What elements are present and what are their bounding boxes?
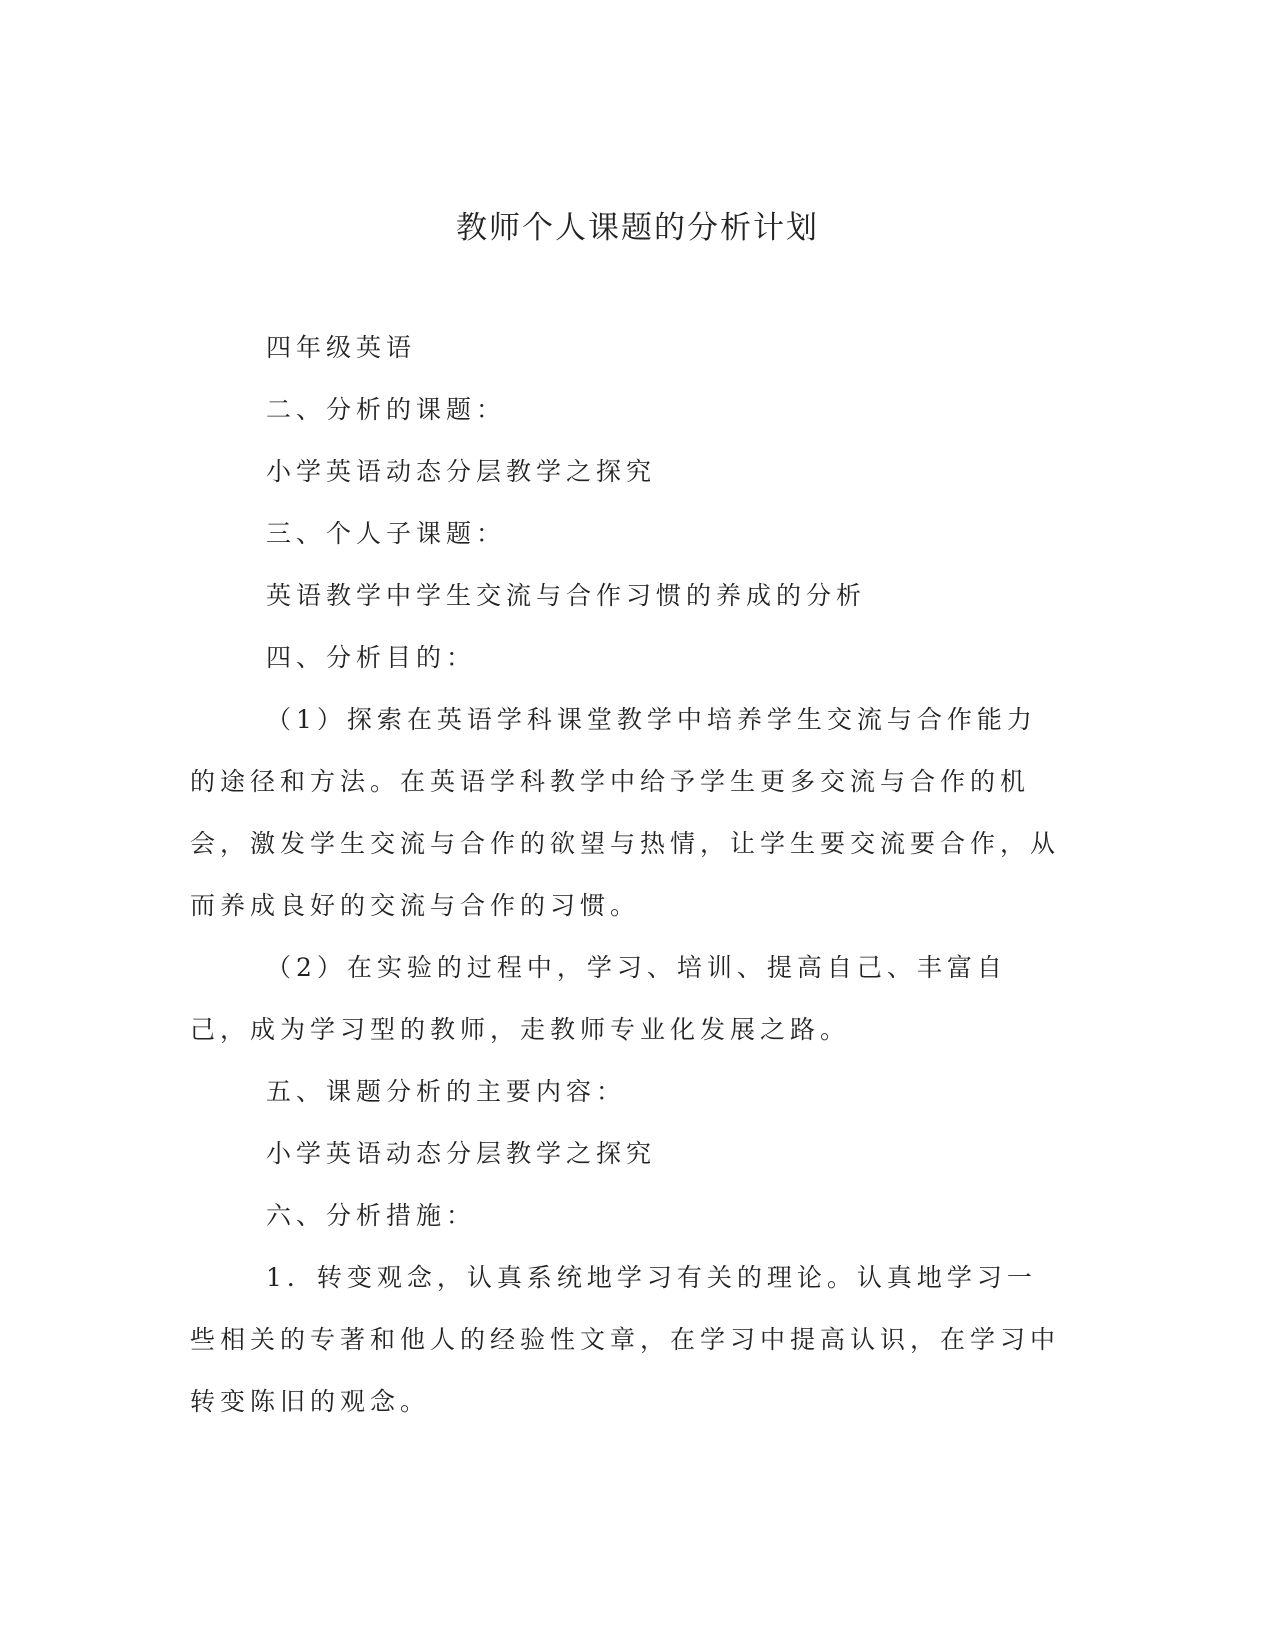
paragraph-main-content: 小学英语动态分层教学之探究 — [266, 1139, 657, 1168]
heading-measures: 六、分析措施： — [266, 1201, 477, 1230]
heading-main-content: 五、课题分析的主要内容： — [266, 1077, 627, 1106]
paragraph-measure-1: 1．转变观念，认真系统地学习有关的理论。认真地学习一些相关的专著和他人的经验性文章，在学习中提高认识，在学习中转变陈旧的观念。 — [190, 1263, 1061, 1416]
paragraph-personal-subtopic: 英语教学中学生交流与合作习惯的养成的分析 — [266, 581, 867, 610]
document-body — [190, 317, 1062, 1433]
paragraph-research-topic: 小学英语动态分层教学之探究 — [266, 457, 657, 486]
paragraph-purpose-1: （1）探索在英语学科课堂教学中培养学生交流与合作能力的途径和方法。在英语学科教学中给予学生更多交流与合作的机会，激发学生交流与合作的欲望与热情，让学生要交流要合作，从而养成良好的交流与合作的习惯。 — [190, 705, 1061, 920]
heading-personal-subtopic: 三、个人子课题： — [266, 519, 507, 548]
heading-research-purpose: 四、分析目的： — [266, 643, 477, 672]
paragraph-purpose-2: （2）在实验的过程中，学习、培训、提高自己、丰富自己，成为学习型的教师，走教师专业化发展之路。 — [190, 953, 1007, 1044]
document-title: 教师个人课题的分析计划 — [456, 210, 819, 246]
heading-research-topic: 二、分析的课题： — [266, 395, 507, 424]
paragraph-grade: 四年级英语 — [266, 333, 417, 362]
